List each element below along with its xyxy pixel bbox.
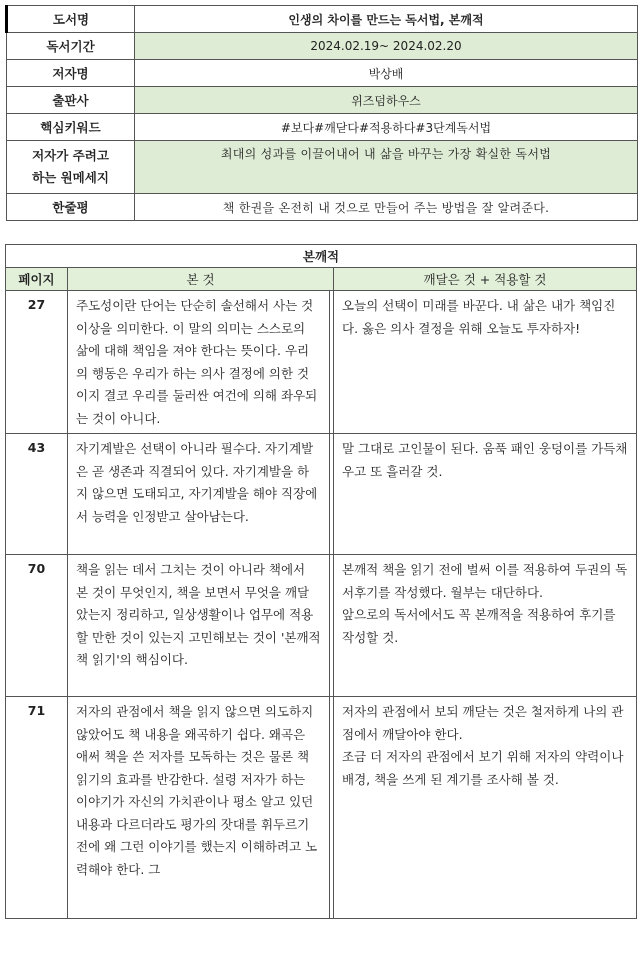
info-row-keywords — [7, 114, 638, 141]
info-row-summary — [7, 194, 638, 221]
info-label — [7, 141, 135, 194]
applied-text: 말 그대로 고인물이 된다. 움푹 패인 웅덩이를 가득채우고 또 흘러갈 것. — [334, 434, 637, 555]
info-row-period — [7, 33, 638, 60]
applied-text-2: 조금 더 저자의 관점에서 보기 위해 저자의 약력이나 배경, 책을 쓰게 된 계기를 조사해 볼 것. — [342, 749, 624, 787]
header-applied: 깨달은 것 + 적용할 것 — [334, 268, 637, 291]
seen-text: 책을 읽는 데서 그치는 것이 아니라 책에서 본 것이 무엇인지, 책을 보면서 무엇을 깨달았는지 정리하고, 일상생활이나 업무에 적용할 만한 것이 있는지 고민해보는 것이 '본깨적 책 읽기'의 핵심이다. — [68, 555, 330, 697]
one-line-review: 책 한권을 온전히 내 것으로 만들어 주는 방법을 잘 알려준다. — [135, 194, 638, 221]
reading-period: 2024.02.19~ 2024.02.20 — [135, 33, 638, 60]
page-number: 27 — [6, 291, 68, 434]
table-title: 본깨적 — [6, 245, 637, 268]
applied-text: 오늘의 선택이 미래를 바꾼다. 내 삶은 내가 책임진다. 옳은 의사 결정을 위해 오늘도 투자하자! — [334, 291, 637, 434]
one-message: 최대의 성과를 이끌어내어 내 삶을 바꾸는 가장 확실한 독서법 — [135, 141, 638, 194]
info-row-publisher — [7, 87, 638, 114]
info-label: 한줄평 — [7, 194, 135, 221]
seen-text: 자기계발은 선택이 아니라 필수다. 자기계발은 곧 생존과 직결되어 있다. 자기계발을 하지 않으면 도태되고, 자기계발을 해야 직장에서 능력을 인정받고 살아남는다. — [68, 434, 330, 555]
info-label: 독서기간 — [7, 33, 135, 60]
table-row — [6, 555, 637, 697]
info-row-message — [7, 141, 638, 194]
keywords: #보다#깨닫다#적용하다#3단계독서법 — [135, 114, 638, 141]
book-info-table — [5, 5, 638, 221]
table-row — [6, 434, 637, 555]
header-seen: 본 것 — [68, 268, 334, 291]
message-label-line1: 저자가 주려고 — [32, 148, 109, 163]
info-row-title — [7, 6, 638, 33]
page-number: 70 — [6, 555, 68, 697]
message-label-line2: 하는 원메세지 — [32, 170, 109, 185]
table-row — [6, 697, 637, 919]
seen-text: 저자의 관점에서 책을 읽지 않으면 의도하지 않았어도 책 내용을 왜곡하기 쉽다. 왜곡은 애써 책을 쓴 저자를 모독하는 것은 물론 책 읽기의 효과를 반감한다. 설령 저자가 하는 이야기가 자신의 가치관이나 평소 알고 있던 내용과 다르더라도 평가의 잣대를 휘두르기 전에 왜 그런 이야기를 했는지 이해하려고 노력해야 한다. 그 — [68, 697, 330, 919]
seen-text: 주도성이란 단어는 단순히 솔선해서 사는 것 이상을 의미한다. 이 말의 의미는 스스로의 삶에 대해 책임을 져야 한다는 뜻이다. 우리의 행동은 우리가 하는 의사 결정에 의한 것이지 결코 우리를 둘러싼 여건에 의해 좌우되는 것이 아니다. — [68, 291, 330, 434]
applied-text: 저자의 관점에서 보되 깨닫는 것은 철저하게 나의 관점에서 깨달아야 한다. — [342, 704, 624, 742]
book-title: 인생의 차이를 만드는 독서법, 본깨적 — [135, 6, 638, 33]
info-label: 출판사 — [7, 87, 135, 114]
applied-cell — [334, 697, 637, 919]
table-title-row — [6, 245, 637, 268]
page-number: 71 — [6, 697, 68, 919]
author-name: 박상배 — [135, 60, 638, 87]
info-label: 도서명 — [7, 6, 135, 33]
info-row-author — [7, 60, 638, 87]
info-label: 저자명 — [7, 60, 135, 87]
bonkkaejeok-table — [5, 244, 637, 919]
column-header-row — [6, 268, 637, 291]
applied-text: 본깨적 책을 읽기 전에 벌써 이를 적용하여 두권의 독서후기를 작성했다. 월부는 대단하다. — [342, 562, 628, 600]
publisher: 위즈덤하우스 — [135, 87, 638, 114]
page-number: 43 — [6, 434, 68, 555]
info-label: 핵심키워드 — [7, 114, 135, 141]
header-page: 페이지 — [6, 268, 68, 291]
applied-text-2: 앞으로의 독서에서도 꼭 본깨적을 적용하여 후기를 작성할 것. — [342, 607, 616, 645]
table-row — [6, 291, 637, 434]
applied-cell — [334, 555, 637, 697]
